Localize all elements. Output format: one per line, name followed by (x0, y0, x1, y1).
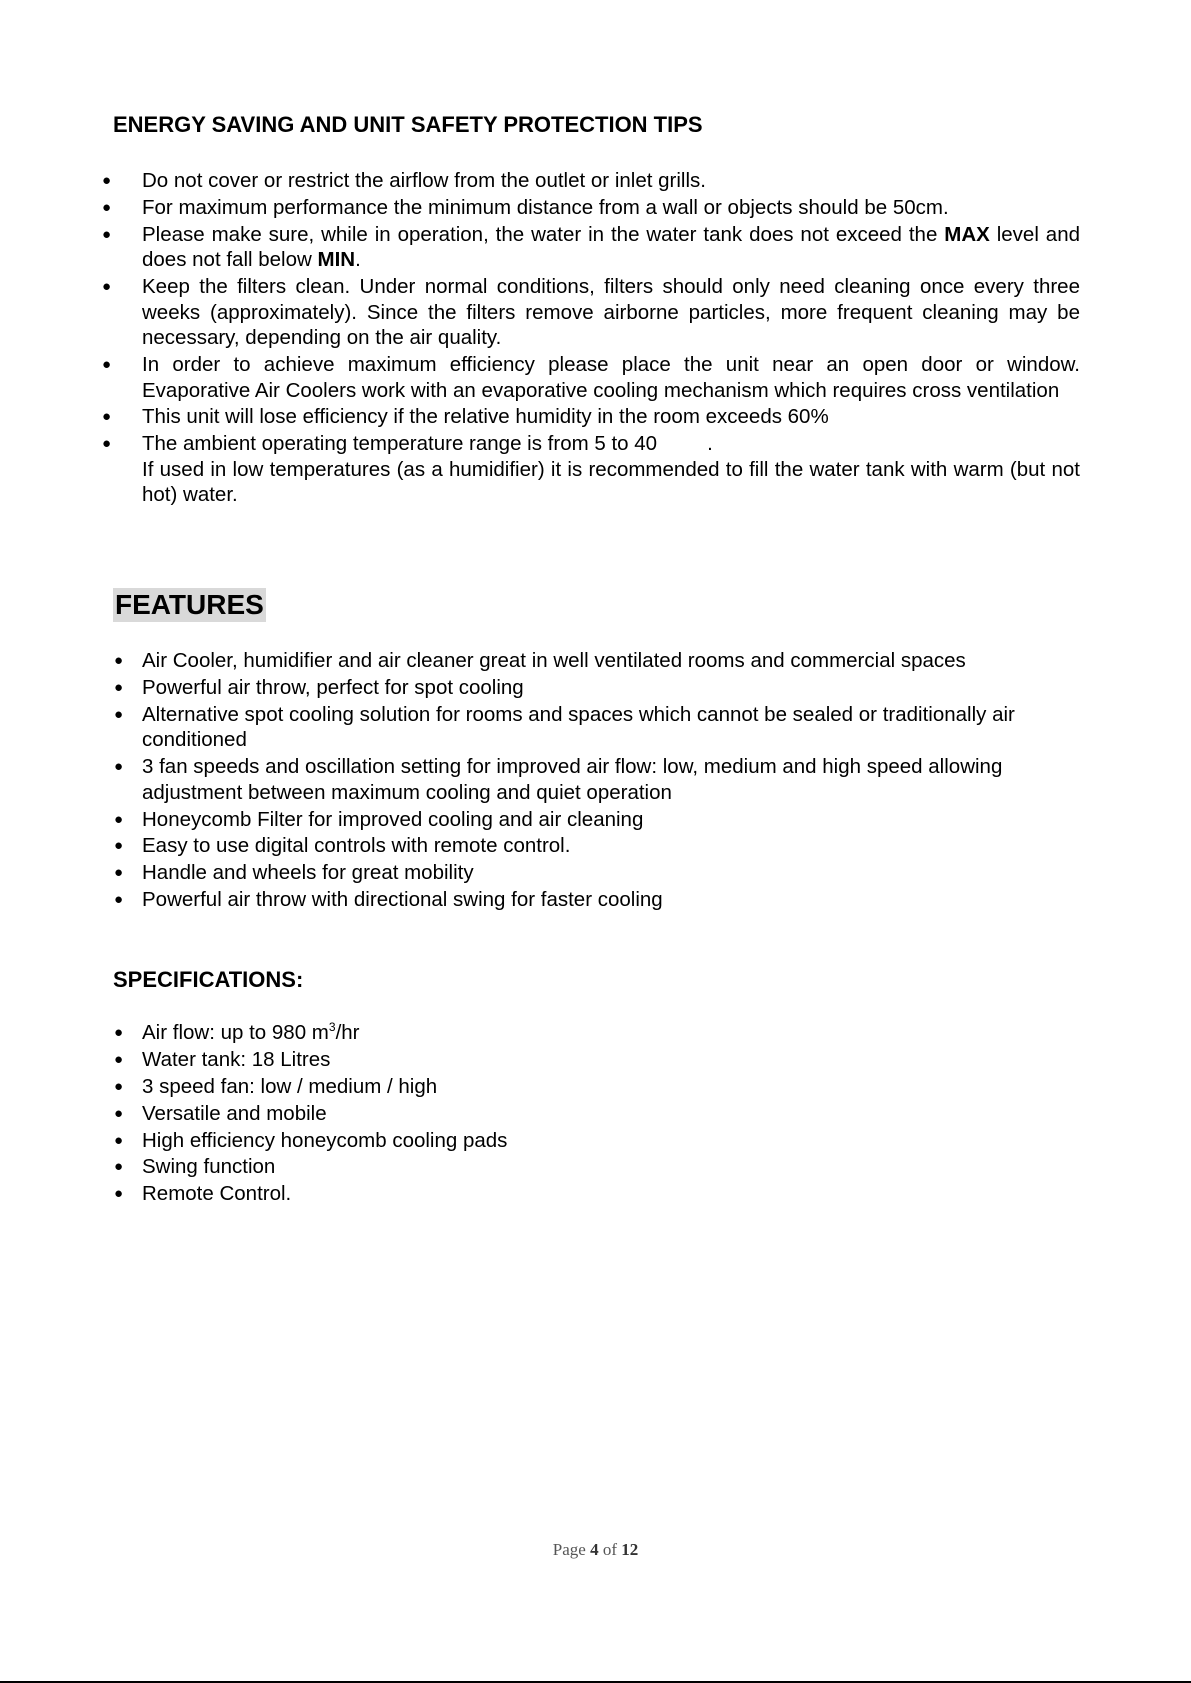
list-item: ● Please make sure, while in operation, the water in the water tank does not exceed the MAX level and does not fall below MIN. (102, 222, 1080, 272)
list-item: ● 3 fan speeds and oscillation setting for improved air flow: low, medium and high speed allowing adjustment between maximum cooling and quiet operation (114, 755, 1003, 804)
tips-heading: ENERGY SAVING AND UNIT SAFETY PROTECTION TIPS (113, 112, 703, 137)
bullet-icon: ● (114, 837, 124, 855)
list-item: ● For maximum performance the minimum distance from a wall or objects should be 50cm. (102, 195, 949, 219)
list-item: ● This unit will lose efficiency if the relative humidity in the room exceeds 60% (102, 405, 829, 429)
bullet-icon: ● (102, 172, 112, 189)
bullet-icon: ● (114, 705, 124, 723)
bullet-icon: ● (102, 198, 112, 216)
list-item: ● Easy to use digital controls with remote control. (114, 834, 571, 858)
page-number-footer: Page 4 of 12 (552, 1540, 639, 1559)
list-item: ● The ambient operating temperature range is from 5 to 40 . If used in low temperatures (as a humidifier) it is recommended to fill the water tank with warm (but not hot) water. (102, 432, 1080, 507)
list-item: ● Handle and wheels for great mobility (114, 861, 474, 885)
bullet-icon: ● (102, 225, 112, 243)
tips-list (0, 168, 1080, 509)
bullet-icon: ● (114, 1077, 124, 1095)
bullet-icon: ● (114, 678, 124, 696)
list-item: ● High efficiency honeycomb cooling pads (114, 1128, 508, 1152)
bullet-icon: ● (114, 891, 124, 909)
features-heading: FEATURES (115, 589, 264, 620)
list-item: ● Powerful air throw, perfect for spot cooling (114, 675, 524, 699)
list-item: ● Water tank: 18 Litres (114, 1047, 331, 1071)
bullet-icon: ● (114, 758, 124, 776)
list-item: ● Remote Control. (114, 1182, 292, 1206)
bullet-icon: ● (114, 1131, 124, 1149)
list-item: ● Alternative spot cooling solution for rooms and spaces which cannot be sealed or traditionally air conditioned (114, 702, 1015, 752)
list-item: ● Swing function (114, 1155, 276, 1179)
bullet-icon: ● (102, 278, 112, 296)
bullet-icon: ● (114, 1185, 124, 1203)
bullet-icon: ● (114, 864, 124, 882)
bullet-icon: ● (114, 1158, 124, 1176)
list-item: ● Honeycomb Filter for improved cooling and air cleaning (114, 807, 644, 831)
list-item: ● Powerful air throw with directional swing for faster cooling (114, 888, 663, 912)
min-label: MIN (317, 248, 356, 272)
bullet-icon: ● (102, 435, 112, 453)
specifications-list (0, 1020, 1080, 1208)
list-item: ● Do not cover or restrict the airflow from the outlet or inlet grills. (102, 169, 706, 192)
bullet-icon: ● (114, 1104, 124, 1122)
list-item: ● Air flow: up to 980 $m^3/hr$ (114, 1020, 360, 1044)
bullet-icon: ● (102, 408, 112, 426)
features-list (0, 648, 1080, 914)
bullet-icon: ● (102, 356, 112, 374)
max-label: MAX (944, 222, 990, 246)
list-item: ● Keep the filters clean. Under normal conditions, filters should only need cleaning once every three weeks (approximately). Since the filters remove airborne particles, more frequent cleaning may be necessary, depending on the air quality. (102, 275, 1080, 350)
list-item: ● In order to achieve maximum efficiency please place the unit near an open door or window. Evaporative Air Coolers work with an evaporative cooling mechanism which requires cross ventilation (102, 353, 1080, 402)
list-item: ● Versatile and mobile (114, 1101, 327, 1125)
bullet-icon: ● (114, 1024, 124, 1041)
list-item: ● 3 speed fan: low / medium / high (114, 1074, 438, 1098)
specifications-heading: SPECIFICATIONS: (113, 967, 304, 992)
list-item: ● Air Cooler, humidifier and air cleaner great in well ventilated rooms and commercial spaces (114, 649, 966, 672)
bullet-icon: ● (114, 652, 124, 669)
bullet-icon: ● (114, 810, 124, 828)
bullet-icon: ● (114, 1050, 124, 1068)
